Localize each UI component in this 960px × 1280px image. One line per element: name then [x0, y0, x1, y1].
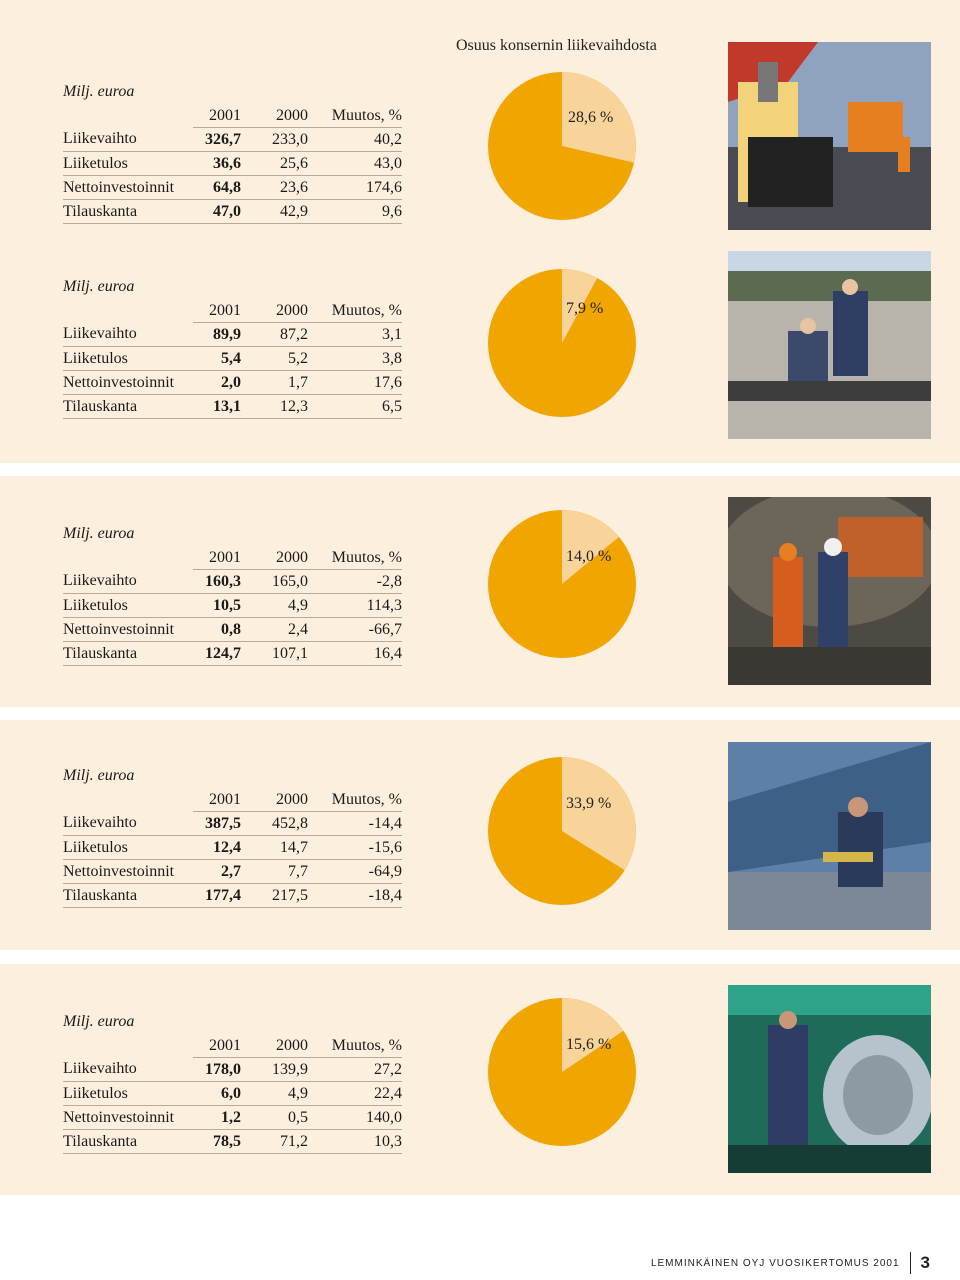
unit-label: Milj. euroa [63, 525, 135, 542]
col-change: Muutos, % [308, 1034, 402, 1058]
facade-builder-photo [728, 742, 931, 930]
share-percentage: 14,0 % [566, 548, 612, 565]
table-row: Liiketulos 10,5 4,9 114,3 [63, 594, 402, 618]
publication-title: LEMMINKÄINEN OYJ VUOSIKERTOMUS 2001 [650, 1257, 900, 1269]
col-2001: 2001 [193, 104, 241, 128]
table-row: Liikevaihto 387,5 452,8 -14,4 [63, 812, 402, 836]
col-2001: 2001 [193, 1034, 241, 1058]
table-row: Liiketulos 36,6 25,6 43,0 [63, 152, 402, 176]
financials-table [63, 1034, 402, 1154]
table-row: Tilauskanta 13,1 12,3 6,5 [63, 395, 402, 419]
share-percentage: 15,6 % [566, 1036, 612, 1053]
table-row: Liikevaihto 178,0 139,9 27,2 [63, 1058, 402, 1082]
table-row: Nettoinvestoinnit 64,8 23,6 174,6 [63, 176, 402, 200]
tunnel-workers-photo [728, 497, 931, 685]
col-2001: 2001 [193, 788, 241, 812]
share-percentage: 28,6 % [568, 109, 614, 126]
table-row: Nettoinvestoinnit 2,7 7,7 -64,9 [63, 860, 402, 884]
col-change: Muutos, % [308, 546, 402, 570]
page-number: 3 [920, 1253, 930, 1272]
table-row: Liikevaihto 89,9 87,2 3,1 [63, 323, 402, 347]
col-2001: 2001 [193, 299, 241, 323]
share-percentage: 7,9 % [566, 300, 604, 317]
table-row: Tilauskanta 177,4 217,5 -18,4 [63, 884, 402, 908]
financials-table [63, 788, 402, 908]
financials-table [63, 104, 402, 224]
share-heading: Osuus konsernin liikevaihdosta [456, 37, 657, 54]
col-2000: 2000 [241, 788, 308, 812]
table-row: Nettoinvestoinnit 1,2 0,5 140,0 [63, 1106, 402, 1130]
roofing-workers-photo [728, 251, 931, 439]
table-row: Liiketulos 6,0 4,9 22,4 [63, 1082, 402, 1106]
col-2000: 2000 [241, 1034, 308, 1058]
table-row: Nettoinvestoinnit 0,8 2,4 -66,7 [63, 618, 402, 642]
paving-machine-photo [728, 42, 931, 230]
col-change: Muutos, % [308, 299, 402, 323]
footer-divider [910, 1252, 911, 1274]
table-row: Tilauskanta 124,7 107,1 16,4 [63, 642, 402, 666]
unit-label: Milj. euroa [63, 83, 135, 100]
table-row: Liikevaihto 160,3 165,0 -2,8 [63, 570, 402, 594]
unit-label: Milj. euroa [63, 1013, 135, 1030]
share-percentage: 33,9 % [566, 795, 612, 812]
col-2000: 2000 [241, 299, 308, 323]
col-change: Muutos, % [308, 788, 402, 812]
unit-label: Milj. euroa [63, 278, 135, 295]
financials-table [63, 299, 402, 419]
share-pie-chart [485, 757, 640, 912]
table-row: Liiketulos 5,4 5,2 3,8 [63, 347, 402, 371]
unit-label: Milj. euroa [63, 767, 135, 784]
col-2000: 2000 [241, 104, 308, 128]
page-footer [651, 1252, 930, 1274]
table-row: Tilauskanta 78,5 71,2 10,3 [63, 1130, 402, 1154]
table-row: Liikevaihto 326,7 233,0 40,2 [63, 128, 402, 152]
table-row: Nettoinvestoinnit 2,0 1,7 17,6 [63, 371, 402, 395]
share-pie-chart [485, 998, 640, 1153]
col-change: Muutos, % [308, 104, 402, 128]
table-row: Tilauskanta 47,0 42,9 9,6 [63, 200, 402, 224]
financials-table [63, 546, 402, 666]
table-row: Liiketulos 12,4 14,7 -15,6 [63, 836, 402, 860]
ventilation-installer-photo [728, 985, 931, 1173]
col-2001: 2001 [193, 546, 241, 570]
share-pie-chart [485, 510, 640, 665]
col-2000: 2000 [241, 546, 308, 570]
share-pie-chart [485, 269, 640, 424]
share-pie-chart [485, 72, 640, 227]
